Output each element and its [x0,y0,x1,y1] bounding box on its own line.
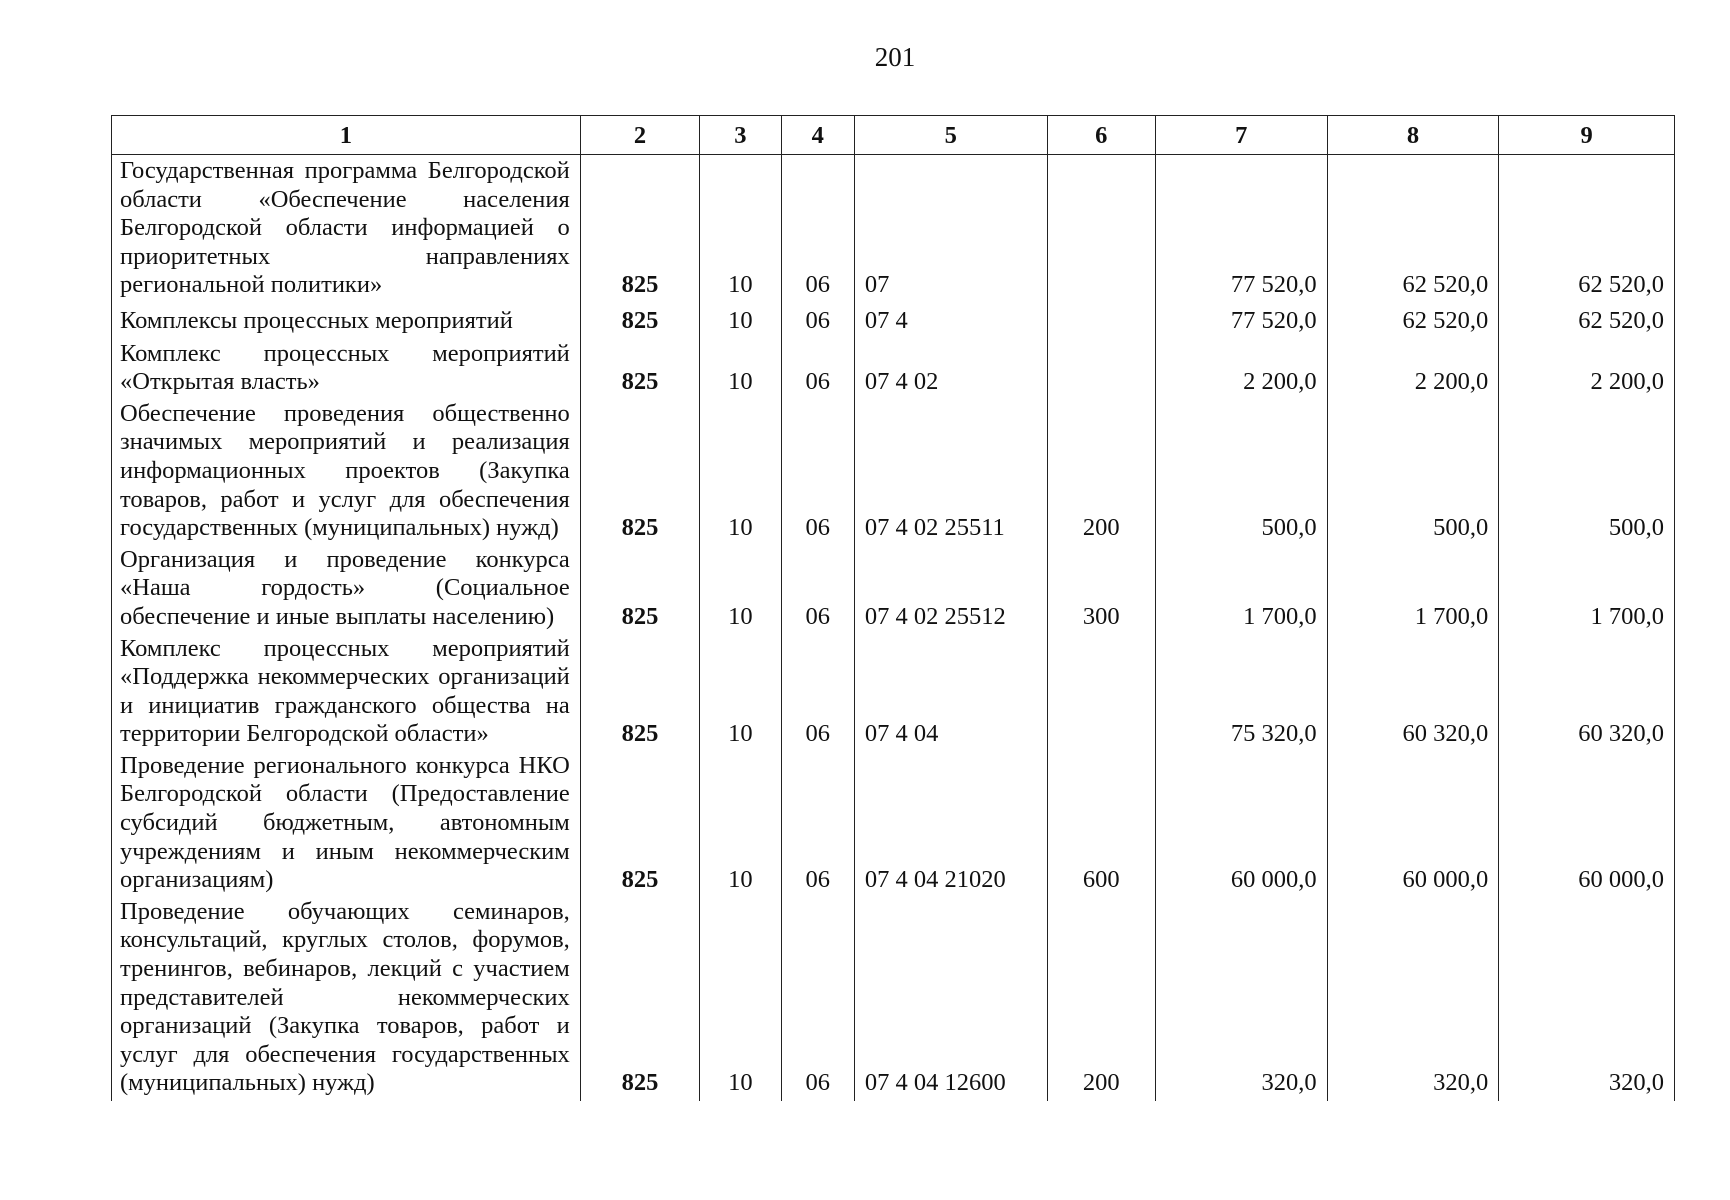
cell-col3: 10 [700,635,781,752]
cell-col5: 07 4 04 12600 [854,898,1047,1101]
cell-col3: 10 [700,340,781,400]
cell-col2: 825 [580,340,699,400]
cell-col4: 06 [781,340,854,400]
cell-col3: 10 [700,898,781,1101]
cell-col3: 10 [700,303,781,340]
cell-col3: 10 [700,546,781,635]
cell-col4: 06 [781,303,854,340]
col-header-6: 6 [1047,116,1155,155]
table-row [112,898,1675,1101]
col-header-3: 3 [700,116,781,155]
cell-col6: 300 [1047,546,1155,635]
cell-col9: 500,0 [1499,400,1675,546]
cell-col3: 10 [700,155,781,303]
row-description: Комплекс процессных мероприятий «Поддержка некоммерческих организаций и инициатив гражданского общества на территории Белгородской области» [112,635,581,752]
col-header-2: 2 [580,116,699,155]
cell-col2: 825 [580,752,699,898]
row-description: Проведение обучающих семинаров, консультаций, круглых столов, форумов, тренингов, вебинаров, лекций с участием представителей некоммерческих организаций (Закупка товаров, работ и услуг для обеспечения государственных (муниципальных) нужд) [112,898,581,1101]
cell-col7: 320,0 [1155,898,1327,1101]
page-number: 201 [874,42,916,72]
table-row [112,546,1675,635]
cell-col2: 825 [580,898,699,1101]
cell-col9: 1 700,0 [1499,546,1675,635]
cell-col2: 825 [580,400,699,546]
table-row [112,303,1675,340]
cell-col8: 2 200,0 [1327,340,1499,400]
table-row [112,340,1675,400]
cell-col5: 07 4 02 [854,340,1047,400]
cell-col5: 07 4 02 25511 [854,400,1047,546]
cell-col5: 07 4 02 25512 [854,546,1047,635]
cell-col6: 600 [1047,752,1155,898]
cell-col2: 825 [580,635,699,752]
col-header-5: 5 [854,116,1047,155]
cell-col9: 60 320,0 [1499,635,1675,752]
cell-col7: 1 700,0 [1155,546,1327,635]
table-row [112,752,1675,898]
cell-col7: 500,0 [1155,400,1327,546]
cell-col4: 06 [781,400,854,546]
cell-col4: 06 [781,155,854,303]
cell-col6 [1047,155,1155,303]
cell-col8: 320,0 [1327,898,1499,1101]
cell-col4: 06 [781,752,854,898]
cell-col8: 62 520,0 [1327,303,1499,340]
cell-col5: 07 4 [854,303,1047,340]
row-description: Проведение регионального конкурса НКО Белгородской области (Предоставление субсидий бюджетным, автономным учреждениям и иным некоммерческим организациям) [112,752,581,898]
cell-col5: 07 4 04 21020 [854,752,1047,898]
cell-col8: 60 000,0 [1327,752,1499,898]
col-header-9: 9 [1499,116,1675,155]
cell-col7: 2 200,0 [1155,340,1327,400]
cell-col6 [1047,635,1155,752]
cell-col4: 06 [781,546,854,635]
cell-col9: 60 000,0 [1499,752,1675,898]
cell-col3: 10 [700,400,781,546]
col-header-7: 7 [1155,116,1327,155]
col-header-1: 1 [112,116,581,155]
cell-col8: 62 520,0 [1327,155,1499,303]
row-description: Обеспечение проведения общественно значимых мероприятий и реализация информационных проектов (Закупка товаров, работ и услуг для обеспечения государственных (муниципальных) нужд) [112,400,581,546]
row-description: Комплекс процессных мероприятий «Открытая власть» [112,340,581,400]
row-description: Организация и проведение конкурса «Наша гордость» (Социальное обеспечение и иные выплаты населению) [112,546,581,635]
cell-col5: 07 [854,155,1047,303]
cell-col6: 200 [1047,898,1155,1101]
cell-col8: 500,0 [1327,400,1499,546]
cell-col6 [1047,303,1155,340]
cell-col6: 200 [1047,400,1155,546]
cell-col2: 825 [580,155,699,303]
cell-col4: 06 [781,635,854,752]
cell-col2: 825 [580,303,699,340]
cell-col7: 77 520,0 [1155,155,1327,303]
table-row [112,635,1675,752]
cell-col7: 60 000,0 [1155,752,1327,898]
cell-col9: 62 520,0 [1499,155,1675,303]
table-row [112,155,1675,303]
cell-col2: 825 [580,546,699,635]
header-row [112,116,1675,155]
cell-col6 [1047,340,1155,400]
cell-col7: 77 520,0 [1155,303,1327,340]
row-description: Государственная программа Белгородской области «Обеспечение населения Белгородской области информацией о приоритетных направлениях региональной политики» [112,155,581,303]
budget-table [111,115,1675,1101]
cell-col3: 10 [700,752,781,898]
cell-col8: 1 700,0 [1327,546,1499,635]
cell-col9: 2 200,0 [1499,340,1675,400]
cell-col7: 75 320,0 [1155,635,1327,752]
col-header-8: 8 [1327,116,1499,155]
cell-col5: 07 4 04 [854,635,1047,752]
col-header-4: 4 [781,116,854,155]
table-row [112,400,1675,546]
cell-col9: 62 520,0 [1499,303,1675,340]
cell-col4: 06 [781,898,854,1101]
row-description: Комплексы процессных мероприятий [112,303,581,340]
cell-col9: 320,0 [1499,898,1675,1101]
cell-col8: 60 320,0 [1327,635,1499,752]
